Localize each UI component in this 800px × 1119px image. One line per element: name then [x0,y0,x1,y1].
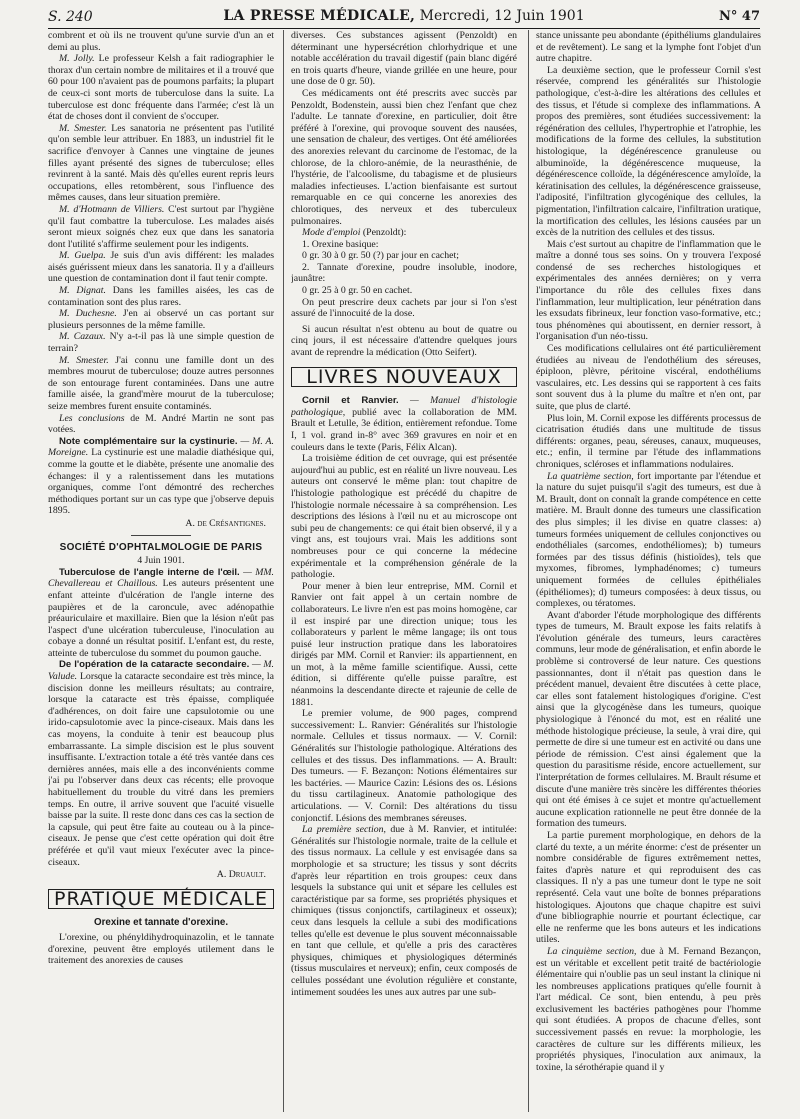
paragraph: stance unissante peu abondante (épithéliums glandulaires et de revêtement). Le sang et la lymphe font l'objet d'un autre chapitre. [536,30,761,65]
paragraph: Si aucun résultat n'est obtenu au bout de quatre ou cinq jours, il est nécessaire d'attendre quelques jours avant de reprendre la médication (Otto Seifert). [291,323,517,359]
paragraph: On peut prescrire deux cachets par jour si l'on s'est assuré de l'innocuité de la dose. [291,296,517,320]
paragraph: La partie purement morphologique, en dehors de la clarté du texte, a un mérite énorme: c'est de présenter un nombre considérable de figures extrêmement nettes, faites d'après nature et qui reproduisent des cas classiques. Il n'y a pas une tumeur dont le type ne soit représenté. Cela vaut une boîte de bonnes préparations histologiques. Ajoutons que chaque chapitre est suivi d'une bibliographie nourrie et pourtant éclectique, car elle ne renferme que les bons auteurs et les indications utiles. [536,829,761,946]
speaker: M. d'Hotmann de Villiers. [59,203,165,215]
column-rule [528,30,529,1112]
article-title: Orexine et tannate d'orexine. [93,917,229,929]
speaker: M. Guelpa. [59,250,106,262]
paragraph: Ces médicaments ont été prescrits avec succès par Penzoldt, Bodenstein, aussi bien chez l'enfant que chez l'adulte. Le tannate d'orexine, en particulier, doit être préféré à l'orexine, qui provoque souvent des nausées, une sensation de chaleur, des vertiges. Ont été améliorées des anorexies relevant du carcinome de l'estomac, de la chlorose, de la chloro-anémie, de la neurasthénie, de l'hystérie, de l'alcoolisme, du tabagisme et de plusieurs maladies infectieuses. L'action bienfaisante est surtout remarquable en ce qui concerne les anorexies des chlorotiques, des nerveux et des tuberculeux pulmonaires. [291,87,517,227]
paragraph: combrent et où ils ne trouvent qu'une survie d'un an et demi au plus. [48,30,274,53]
book-title: — Manuel d'histologie pathologique, [291,395,517,418]
paragraph: Tuberculose de l'angle interne de l'œil. — MM. Chevallereau et Chaillous. Les auteurs présentent une enfant atteinte d'ulcération de l'angle interne des paupières et de la caroncule, avec adénopathie préauriculaire et maxillaire. Bien que la lésion n'eût pas l'aspect d'une ulcération tuberculeuse, l'inoculation au cobaye a donné un résultat positif. L'enfant est, du reste, atteinte de tuberculose du sommet du poumon gauche. [48,566,274,659]
journal-title: LA PRESSE MÉDICALE, [223,8,416,24]
paragraph: M. d'Hotmann de Villiers. C'est surtout par l'hygiène qu'il faut combattre la tuberculose. Les malades aisés seront mieux soignés chez eux que dans les sanatoria dont l'utilité s'affirme seulement pour les indigents. [48,203,274,250]
speaker: M. Cazaux. [59,331,106,343]
paragraph: M. Duchesne. J'en ai observé un cas portant sur plusieurs personnes de la même famille. [48,308,274,331]
paragraph: 1. Orexine basique: [302,238,379,250]
paragraph: M. Smester. Les sanatoria ne présentent pas l'utilité qu'on semble leur attribuer. En 1883, un industriel fit le sacrifice d'envoyer à Cannes une vingtaine de jeunes filles ayant présenté des signes de tuberculose; elles revinrent à la santé. Mais dès qu'elles eurent repris leurs occupations, elles retombèrent, sous l'influence des mêmes causes, dans leur situation première. [48,122,274,204]
speaker: M. Jolly. [59,53,95,65]
paragraph: Cornil et Ranvier. — Manuel d'histologie pathologique, publié avec la collaboration de MM. Brault et Letulle, 3e édition, entièrement refondue. Tome I, 1 vol. grand in-8° avec 369 gravures en noir et en couleurs dans le texte (Paris, Félix Alcan). [291,395,517,453]
paragraph: 2. Tannate d'orexine, poudre insoluble, inodore, jaunâtre: [291,261,517,285]
section-box-title: PRATIQUE MÉDICALE [48,889,274,910]
issue-date: Mercredi, 12 Juin 1901 [419,8,585,24]
column-1 [48,30,274,1115]
paragraph: 0 gr. 30 à 0 gr. 50 (?) par jour en cachet; [302,250,459,262]
paragraph: Pour mener à bien leur entreprise, MM. Cornil et Ranvier ont fait appel à un certain nombre de collaborateurs. Le livre n'en est pas moins homogène, car il est inspiré par une direction unique; tous les collaborateurs y parlent le même langage; ils ont tous puisé leur instruction pratique dans les laboratoires dirigés par MM. Cornil et Ranvier: ils appartiennent, en un mot, à la même famille scientifique. Aussi, cette édition, si différente qu'elle puisse paraître, est néanmoins la descendante directe et rajeunie de celle de 1881. [291,580,517,708]
paragraph: Plus loin, M. Cornil expose les différents processus de cicatrisation étudiés dans une multitude de tissus différents: organes, peau, séreuses, canaux, muqueuses, etc.; enfin, il termine par l'étude des inflammations chroniques, scléroses et inflammations nodulaires. [536,412,761,470]
paragraph: 0 gr. 25 à 0 gr. 50 en cachet. [302,285,413,297]
paragraph: La première section, due à M. Ranvier, et intitulée: Généralités sur l'histologie normale, traite de la cellule et des tissus normaux. La cellule y est envisagée dans sa morphologie et sa structure; les tissus y sont décrits d'après leur répartition en trois groupes: ceux dans lesquels la substance qui unit et sépare les cellules est caractéristique par sa forme, ses propriétés physiques et chimiques (tissus conjonctifs, cartilagineux et osseux); ceux dans lesquels la cellule a subi des modifications telles qu'elle est devenue le plus souvent méconnaissable en tant que cellule, et qu'elle a pris des caractères physiques, chimiques et physiologiques déterminés (tissus musculaires et nerveux); enfin, ceux composés de cellules possédant une évolution régulière et constante, intimement soudées les unes aux autres par une sub- [291,824,517,998]
paragraph: Note complémentaire sur la cystinurie. — M. A. Moreigne. La cystinurie est une maladie diathésique qui, comme la goutte et le diabète, présente une anomalie des échanges: il y a ralentissement dans les mutations organiques, comme l'ont démontré des recherches méthodiques portant sur un cas type que j'observe depuis 1895. [48,435,274,517]
speaker: M. Duchesne. [59,308,117,320]
paper-title: Note complémentaire sur la cystinurie. [59,435,238,447]
separator [131,535,191,536]
paragraph: Mais c'est surtout au chapitre de l'inflammation que le maître a donné tous ses soins. On y trouvera l'exposé condensé de ses recherches histologiques et expérimentales des années dernières; on y verra l'importance du rôle des cellules fixes dans l'inflammation, leur multiplication, leur pénétration dans les exsudats fibrineux, leur fonction vaso-formative, etc.; tous phénomènes qui aboutissent, en dernier ressort, à l'organisation d'un néo-tissu. [536,238,761,343]
signature: A. de Crésantignes. [185,517,266,529]
paragraph: Les conclusions de M. André Martin ne sont pas votées. [48,412,274,436]
paragraph: M. Dignat. Dans les familles aisées, les cas de contamination sont des plus rares. [48,285,274,308]
speaker: — M. A. Moreigne. [48,435,274,459]
paragraph: La cinquième section, due à M. Fernand Bezançon, est un véritable et excellent petit traité de bactériologie élémentaire qui n'oublie pas un seul instant la clinique ni les nombreuses applications pratiques qu'elle fournit à l'art médical. Ce sont, bien entendu, à peu près exclusivement les bactéries pathogènes pour l'homme qui sont étudiées. A propos de chacune d'elles, sont successivement passés en revue: la morphologie, les caractères de culture sur les différents milieux, les propriétés physiques, l'inoculation aux animaux, la toxine, la sérothérapie quand il y [536,945,761,1073]
book-authors: Cornil et Ranvier. [302,395,399,407]
paragraph: La deuxième section, que le professeur Cornil s'est réservée, comprend les généralités sur l'histologie pathologique, c'est-à-dire les altérations des cellules et des tissus, et l'étude si complexe des inflammations. A propos des premières, sont étudiées successivement: la régénération des cellules, l'hypertrophie et l'atrophie, les modifications de la forme des cellules, la substitution histologique, la dégénérescence granuleuse ou albuminoïde, la dégénérescence muqueuse, la dégénérescence colloïde, la dégénérescence amyloïde, la kératinisation des cellules, la dégénérescence graisseuse, l'adiposité, l'infiltration glycogénique des cellules, la pigmentation, l'infiltration calcaire, l'infiltration uratique, la mortification des cellules, les lésions causées par un excès de la nutrition des cellules et des tissus. [536,64,761,239]
section-box-title: LIVRES NOUVEAUX [291,367,517,388]
speaker: — M. Valude. [48,659,274,683]
speaker: M. Dignat. [59,285,106,297]
session-date: 4 Juin 1901. [137,555,185,567]
paragraph: M. Guelpa. Je suis d'un avis différent: les malades aisés guérissent mieux dans les sanatoria. Il y a d'ailleurs une question de contamination dont il faut tenir compte. [48,250,274,285]
paragraph: La quatrième section, fort importante par l'étendue et la nature du sujet puisqu'il s'agit des tumeurs, est due à M. Brault, dont on connaît la grande compétence en cette matière. M. Brault donne des tumeurs une classification des plus simples; il les divise en quatre classes: a) tumeurs formées uniquement de cellules conjonctives ou endothéliales (sarcomes, endothéliomes); b) tumeurs formées par des tissus définis (histioïdes), tels que myxomes, fibromes, lymphadénomes; c) tumeurs uniquement formées de cellules épithéliales (épithéliomes); d) tumeurs composées: à deux tissus, ou complexes, ou tératomes. [536,470,761,610]
paragraph: L'orexine, ou phényldihydroquinazolin, et le tannate d'orexine, peuvent être employés utilement dans le traitement des anorexies de causes [48,931,274,967]
paragraph: M. Cazaux. N'y a-t-il pas là une simple question de terrain? [48,331,274,355]
page-number: S. 240 [48,9,93,25]
signature: A. Druault. [216,869,266,881]
speaker: M. Smester. [59,122,107,134]
paragraph: Le premier volume, de 900 pages, comprend successivement: L. Ranvier: Généralités sur l'histologie normale. Cellules et tissus normaux. — V. Cornil: Généralités sur l'histologie pathologique. Altérations des cellules et des tissus. Des inflammations. — A. Brault: Des tumeurs. — F. Bezançon: Notions élémentaires sur les bactéries. — Maurice Cazin: Lésions des os. Lésions du tissu cartilagineux. Anatomie pathologique des articulations. — V. Cornil: Des altérations du tissu conjonctif. Lésions des membranes séreuses. [291,708,517,824]
paragraph: Avant d'aborder l'étude morphologique des différents types de tumeurs, M. Brault expose les faits relatifs à l'évolution générale des tumeurs, leurs caractères communs, leur mode de généralisation, et enfin aborde le problème si controversé de leur nature. Ces questions passionnantes, dont il n'était pas question dans le précédent manuel, devaient être discutées à cette place, car elles sont fatalement histologiques d'origine. C'est ainsi que la glycogénèse dans les tumeurs, quoique physiologique à l'énoncé du mot, est en réalité une méthode histologique précieuse, la seule, à vrai dire, qui permette de dire si une tumeur est en activité ou dans une période de rémission. C'est ainsi également que la question du parasitisme réside, encore actuellement, sur l'interprétation de formes cellulaires. M. Brault résume et discute d'une manière très sincère les différentes théories qui ont été émises à ce sujet et montre qu'actuellement aucune explication rationnelle ne peut être donnée de la formation des tumeurs. [536,609,761,830]
column-2 [291,30,517,1115]
paragraph: M. Smester. J'ai connu une famille dont un des membres mourut de tuberculose; douze autres personnes de son entourage furent contaminées. Dans une autre famille aisée, la grand'mère mourut de la tuberculose; seize membres furent ensuite contaminés. [48,354,274,412]
issue-number: N° 47 [719,9,760,24]
paper-title: Tuberculose de l'angle interne de l'œil. [59,566,240,578]
paragraph: M. Jolly. Le professeur Kelsh a fait radiographier le thorax d'un certain nombre de militaires et il a trouvé que 60 pour 100 n'avaient pas de poumons parfaits; la plupart de ceux-ci sont morts de tuberculose dans la suite. La tuberculose est donc fréquente dans l'armée; c'est là un état de choses dont il convient de s'occuper. [48,53,274,123]
column-rule [283,30,284,1112]
society-title: SOCIÉTÉ D'OPHTALMOLOGIE DE PARIS [59,541,263,553]
speaker: — MM. Chevallereau et Chaillous. [48,566,274,590]
column-3 [536,30,761,1115]
masthead [48,8,760,24]
paper-title: De l'opération de la cataracte secondaire. [59,659,250,671]
page-header [48,6,760,29]
paragraph: diverses. Ces substances agissent (Penzoldt) en déterminant une hypersécrétion chlorhydrique et une notable accélération du travail digestif (pain blanc digéré en trois quarts d'heure, viande grillée en une heure, pour une dose de 0 gr. 50). [291,30,517,88]
paragraph: La troisième édition de cet ouvrage, qui est présentée aujourd'hui au public, est en réalité un livre nouveau. Les auteurs ont conservé le même plan: tout chapitre de l'histologie pathologique est précédé du chapitre de l'histologie normale nécessaire à sa compréhension. Les descriptions des lésions à l'œil nu et au microscope ont subi peu de changements: ce qui était bien observé, il y a vingt ans, est toujours vrai. Mais les additions sont nombreuses pour ce qui concerne la médecine expérimentale et la compréhension générale de la pathologie. [291,453,517,581]
paragraph: De l'opération de la cataracte secondaire. — M. Valude. Lorsque la cataracte secondaire est très mince, la discision donne les meilleurs résultats; au contraire, lorsque la cataracte est très épaisse, compliquée d'adhérences, on doit faire une capsulotomie ou une irido-capsulotomie avec la pince-ciseaux. Mais dans les cas moyens, la conduite à tenir est beaucoup plus embarrassante. La simple discision est le plus souvent insuffisante. L'extraction totale a été très vantée dans ces dernières années, mais elle a des inconvénients comme j'ai pu l'observer dans deux cas récents; elle provoque habituellement du trouble du vitré dans les premiers temps. En outre, il arrive souvent que l'acuité visuelle baisse par la suite. Il reste donc dans ces cas la section de la capsule, qui peut être faite au couteau ou à la pince-ciseaux. Je pense que c'est cette opération qui doit être préférée et qu'il vaut mieux l'exécuter avec la pince-ciseaux. [48,659,274,868]
paragraph: Mode d'emploi (Penzoldt): [302,227,407,239]
paragraph: Ces modifications cellulaires ont été particulièrement étudiées au niveau de l'endothélium des séreuses, épiploon, plèvre, péritoine viscéral, endothéliums vasculaires, etc. Les dessins qui se rapportent à ces faits sont souvent dus à la plume du maître et n'en ont, par suite, que plus de clarté. [536,343,761,412]
speaker: M. Smester. [59,354,109,366]
